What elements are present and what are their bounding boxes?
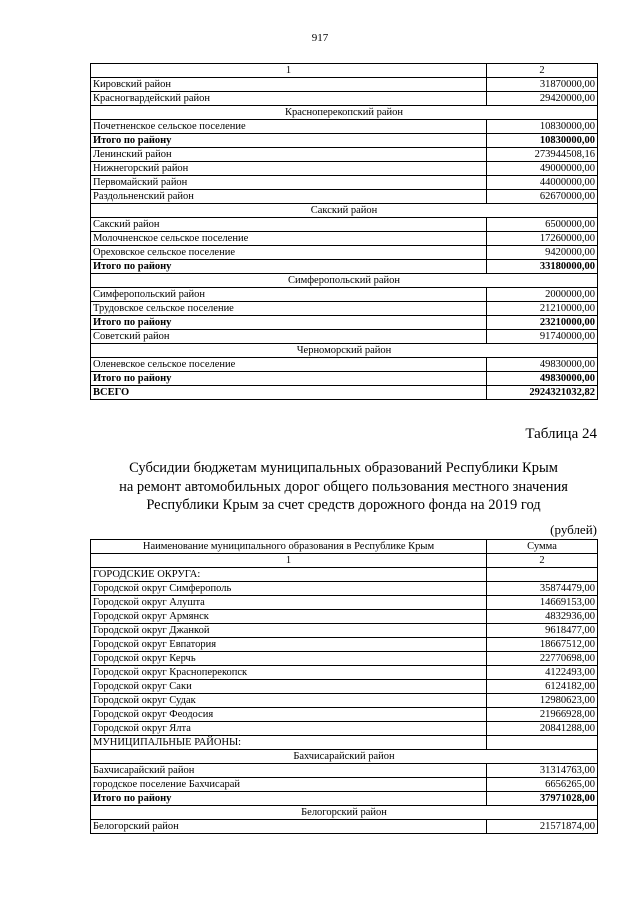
row-name: Симферопольский район — [91, 288, 487, 302]
row-value: 6656265,00 — [487, 778, 598, 792]
section-row — [91, 750, 598, 764]
table-row — [91, 232, 598, 246]
row-name: Городской округ Красноперекопск — [91, 666, 487, 680]
row-value: 9618477,00 — [487, 624, 598, 638]
row-name: городское поселение Бахчисарай — [91, 778, 487, 792]
table-row — [91, 778, 598, 792]
total-row — [91, 792, 598, 806]
row-value: 2924321032,82 — [487, 386, 598, 400]
row-name: Трудовское сельское поселение — [91, 302, 487, 316]
table-row — [91, 330, 598, 344]
row-value: 6500000,00 — [487, 218, 598, 232]
section-row — [91, 806, 598, 820]
table-row — [91, 820, 598, 834]
table-row — [91, 218, 598, 232]
column-header-name: Наименование муниципального образования в Республике Крым — [91, 540, 487, 554]
group-title: МУНИЦИПАЛЬНЫЕ РАЙОНЫ: — [91, 736, 487, 750]
table-row — [91, 638, 598, 652]
total-row — [91, 316, 598, 330]
row-value: 10830000,00 — [487, 120, 598, 134]
total-row — [91, 386, 598, 400]
table-title — [90, 459, 597, 515]
page-number: 917 — [311, 32, 329, 44]
row-name: Городской округ Джанкой — [91, 624, 487, 638]
table-row — [91, 694, 598, 708]
row-name: Городской округ Армянск — [91, 610, 487, 624]
section-row — [91, 344, 598, 358]
row-name: Итого по району — [91, 134, 487, 148]
row-name: Городской округ Евпатория — [91, 638, 487, 652]
column-number-1: 1 — [91, 64, 487, 78]
row-name: Итого по району — [91, 260, 487, 274]
row-name: Сакский район — [91, 218, 487, 232]
row-name: Бахчисарайский район — [91, 764, 487, 778]
section-title: Сакский район — [91, 204, 598, 218]
table-row — [91, 358, 598, 372]
row-name: Ленинский район — [91, 148, 487, 162]
column-number-row — [91, 554, 598, 568]
column-number-1: 1 — [91, 554, 487, 568]
section-title: Красноперекопский район — [91, 106, 598, 120]
row-value: 44000000,00 — [487, 176, 598, 190]
table-row — [91, 190, 598, 204]
row-value: 4832936,00 — [487, 610, 598, 624]
row-name: Итого по району — [91, 792, 487, 806]
row-value: 21966928,00 — [487, 708, 598, 722]
title-line: на ремонт автомобильных дорог общего пользования местного значения — [119, 478, 568, 495]
row-value: 21571874,00 — [487, 820, 598, 834]
group-row — [91, 736, 598, 750]
row-value: 14669153,00 — [487, 596, 598, 610]
row-value: 35874479,00 — [487, 582, 598, 596]
table-row — [91, 92, 598, 106]
table-row — [91, 78, 598, 92]
section-title: Симферопольский район — [91, 274, 598, 288]
row-name: Молочненское сельское поселение — [91, 232, 487, 246]
table-row — [91, 302, 598, 316]
table-header-row — [91, 540, 598, 554]
row-value: 20841288,00 — [487, 722, 598, 736]
table-row — [91, 610, 598, 624]
table-header-row — [91, 64, 598, 78]
row-name: Красногвардейский район — [91, 92, 487, 106]
section-row — [91, 106, 598, 120]
total-row — [91, 134, 598, 148]
row-name: Почетненское сельское поселение — [91, 120, 487, 134]
row-name: Ореховское сельское поселение — [91, 246, 487, 260]
row-name: ВСЕГО — [91, 386, 487, 400]
row-name: Городской округ Судак — [91, 694, 487, 708]
group-row — [91, 568, 598, 582]
section-title: Черноморский район — [91, 344, 598, 358]
row-value: 10830000,00 — [487, 134, 598, 148]
table-row — [91, 148, 598, 162]
section-title: Белогорский район — [91, 806, 598, 820]
row-name: Белогорский район — [91, 820, 487, 834]
row-value: 49830000,00 — [487, 372, 598, 386]
row-value: 18667512,00 — [487, 638, 598, 652]
row-name: Советский район — [91, 330, 487, 344]
row-value: 33180000,00 — [487, 260, 598, 274]
row-value: 62670000,00 — [487, 190, 598, 204]
table-row — [91, 722, 598, 736]
row-name: Нижнегорский район — [91, 162, 487, 176]
row-value: 12980623,00 — [487, 694, 598, 708]
row-name: Первомайский район — [91, 176, 487, 190]
row-value: 49830000,00 — [487, 358, 598, 372]
row-value: 49000000,00 — [487, 162, 598, 176]
section-row — [91, 274, 598, 288]
row-name: Кировский район — [91, 78, 487, 92]
table-row — [91, 596, 598, 610]
title-line: Субсидии бюджетам муниципальных образований Республики Крым — [129, 460, 558, 476]
row-value: 29420000,00 — [487, 92, 598, 106]
table-row — [91, 680, 598, 694]
total-row — [91, 372, 598, 386]
title-line: Республики Крым за счет средств дорожного фонда на 2019 год — [146, 497, 541, 513]
unit-label: (рублей) — [550, 522, 597, 537]
empty-cell — [487, 568, 598, 582]
row-name: Итого по району — [91, 316, 487, 330]
total-row — [91, 260, 598, 274]
table-row — [91, 120, 598, 134]
section-row — [91, 204, 598, 218]
row-value: 9420000,00 — [487, 246, 598, 260]
row-value: 31314763,00 — [487, 764, 598, 778]
table-row — [91, 176, 598, 190]
row-value: 6124182,00 — [487, 680, 598, 694]
table-row — [91, 246, 598, 260]
table-row — [91, 764, 598, 778]
table-row — [91, 288, 598, 302]
table-row — [91, 708, 598, 722]
row-name: Городской округ Ялта — [91, 722, 487, 736]
column-header-sum: Сумма — [487, 540, 598, 554]
column-number-2: 2 — [487, 64, 598, 78]
row-value: 22770698,00 — [487, 652, 598, 666]
row-name: Итого по району — [91, 372, 487, 386]
row-value: 23210000,00 — [487, 316, 598, 330]
row-name: Городской округ Алушта — [91, 596, 487, 610]
row-value: 4122493,00 — [487, 666, 598, 680]
budget-table-continued — [90, 63, 598, 400]
column-number-2: 2 — [487, 554, 598, 568]
table-row — [91, 652, 598, 666]
table-number: Таблица 24 — [525, 426, 597, 442]
row-name: Городской округ Феодосия — [91, 708, 487, 722]
row-name: Раздольненский район — [91, 190, 487, 204]
row-value: 37971028,00 — [487, 792, 598, 806]
row-value: 21210000,00 — [487, 302, 598, 316]
table-row — [91, 162, 598, 176]
row-name: Оленевское сельское поселение — [91, 358, 487, 372]
section-title: Бахчисарайский район — [91, 750, 598, 764]
subsidies-table — [90, 539, 598, 834]
table-row — [91, 582, 598, 596]
group-title: ГОРОДСКИЕ ОКРУГА: — [91, 568, 487, 582]
table-row — [91, 624, 598, 638]
empty-cell — [487, 736, 598, 750]
row-value: 91740000,00 — [487, 330, 598, 344]
row-value: 2000000,00 — [487, 288, 598, 302]
row-value: 31870000,00 — [487, 78, 598, 92]
table-row — [91, 666, 598, 680]
row-value: 17260000,00 — [487, 232, 598, 246]
row-name: Городской округ Керчь — [91, 652, 487, 666]
row-name: Городской округ Симферополь — [91, 582, 487, 596]
row-name: Городской округ Саки — [91, 680, 487, 694]
row-value: 273944508,16 — [487, 148, 598, 162]
